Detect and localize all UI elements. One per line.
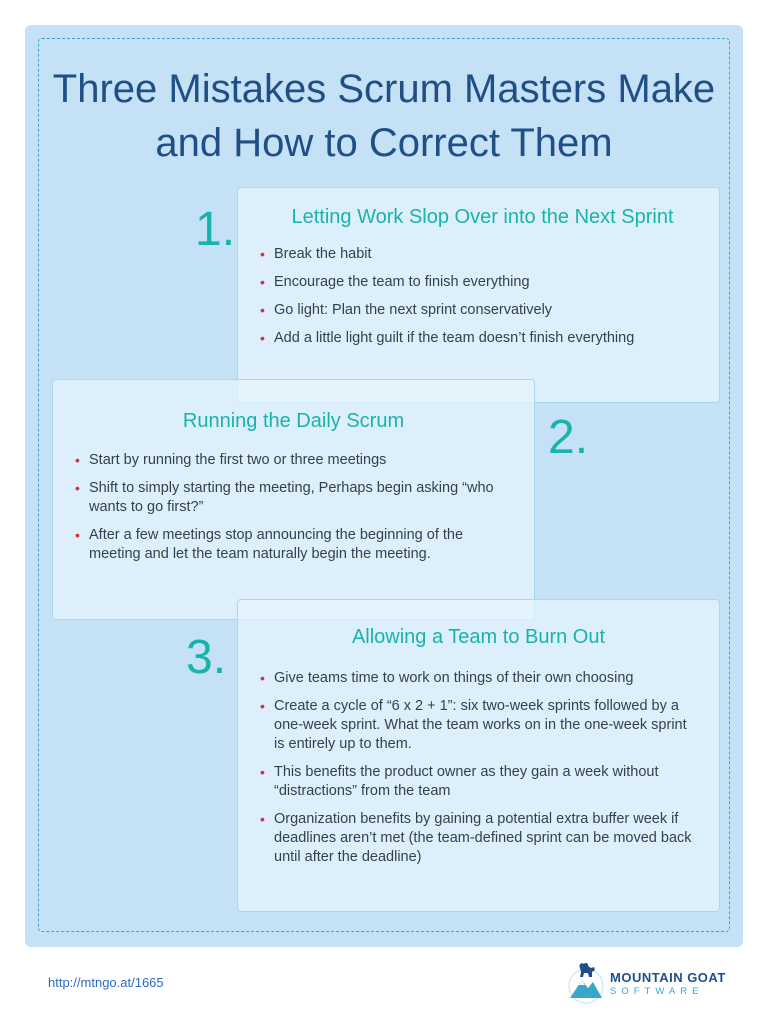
section-card-1 — [237, 187, 720, 403]
list-item: • Create a cycle of “6 x 2 + 1”: six two-week sprints followed by a one-week sprint. What the team works on in the one-week sprint is entirely up to them. — [258, 697, 695, 754]
list-item: • Encourage the team to finish everything — [258, 273, 705, 292]
section-card-2 — [52, 379, 535, 620]
logo-name: MOUNTAIN GOAT — [610, 970, 726, 985]
section-heading-2: Running the Daily Scrum — [182, 410, 405, 432]
company-logo — [566, 960, 736, 1008]
list-item: • Organization benefits by gaining a potential extra buffer week if deadlines aren’t met (the team-defined sprint can be moved back until after the deadline) — [258, 810, 695, 867]
footer-link[interactable]: http://mtngo.at/1665 — [48, 975, 164, 990]
list-item: • Break the habit — [258, 245, 705, 264]
section-heading-1: Letting Work Slop Over into the Next Sprint — [291, 206, 674, 228]
logo-subtitle: SOFTWARE — [610, 986, 704, 997]
list-item: • Go light: Plan the next sprint conservatively — [258, 301, 705, 320]
list-item: • Start by running the first two or three meetings — [73, 451, 510, 470]
list-item: • Give teams time to work on things of their own choosing — [258, 669, 695, 688]
bullet-list-1 — [258, 245, 705, 348]
list-item: • Shift to simply starting the meeting, Perhaps begin asking “who wants to go first?” — [73, 479, 510, 517]
title-line-1: Three Mistakes Scrum Masters Make — [52, 67, 716, 111]
title-line-2: and How to Correct Them — [155, 121, 613, 165]
goat-mountain-icon — [566, 960, 606, 1008]
bullet-list-2 — [73, 451, 510, 564]
page-title — [38, 62, 730, 170]
section-number-2: 2. — [548, 411, 589, 464]
section-heading-3: Allowing a Team to Burn Out — [351, 626, 606, 648]
section-card-3 — [237, 599, 720, 912]
section-number-3: 3. — [186, 631, 227, 684]
list-item: • This benefits the product owner as they gain a week without “distractions” from the team — [258, 763, 695, 801]
section-number-1: 1. — [195, 203, 236, 256]
list-item: • Add a little light guilt if the team doesn’t finish everything — [258, 329, 705, 348]
list-item: • After a few meetings stop announcing the beginning of the meeting and let the team naturally begin the meeting. — [73, 526, 510, 564]
bullet-list-3 — [258, 669, 695, 867]
